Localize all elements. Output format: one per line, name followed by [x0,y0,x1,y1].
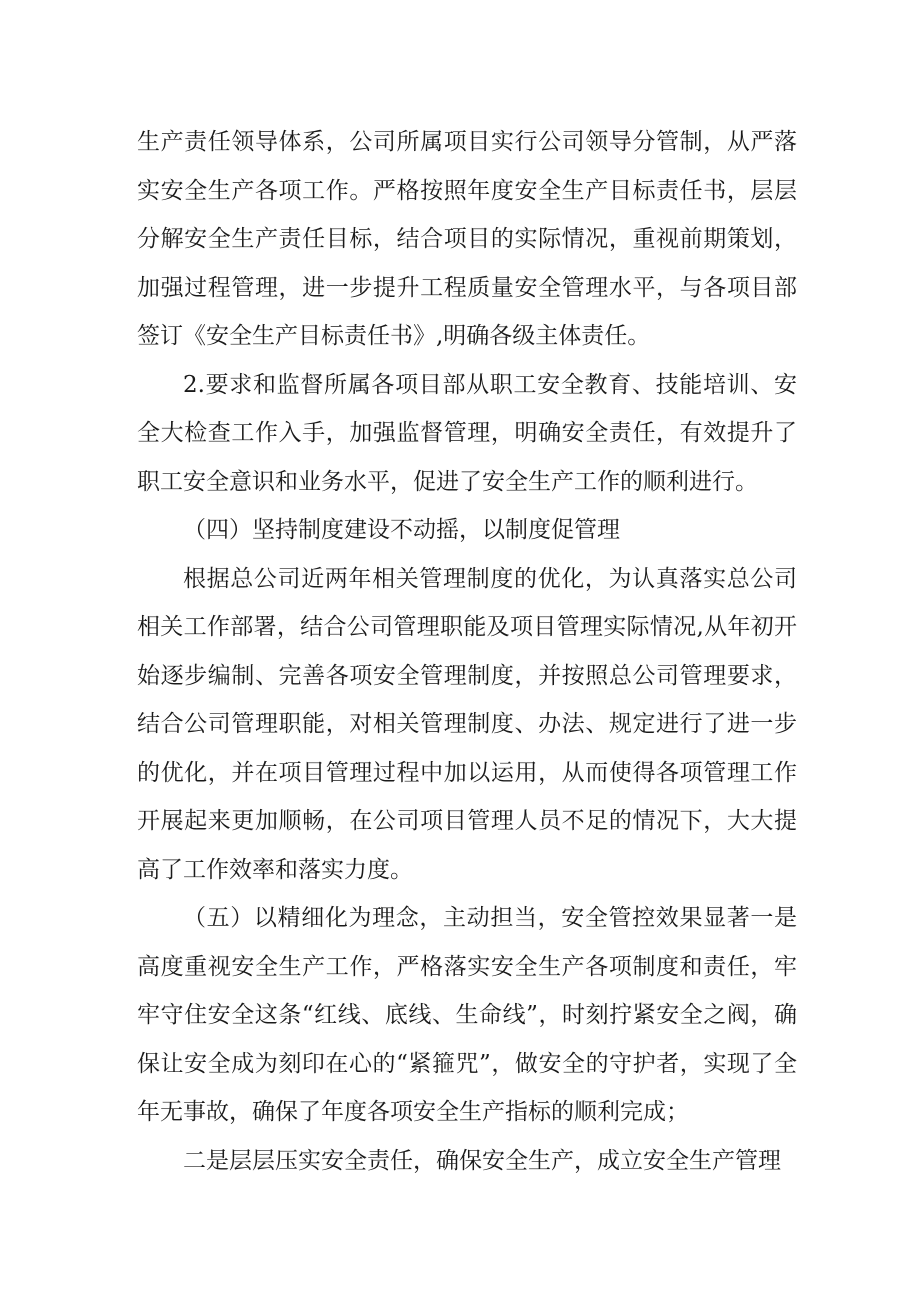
document-body [137,118,797,1185]
section-heading-4: （四）坚持制度建设不动摇，以制度促管理 [183,517,620,543]
section-heading-5-paragraph: （五）以精细化为理念，主动担当，安全管控效果显著一是高度重视安全生产工作，严格落实安全生产各项制度和责任，牢牢守住安全这条“红线、底线、生命线”，时刻拧紧安全之阀，确保让安全成为刻印在心的“紧箍咒”，做安全的守护者，实现了全年无事故，确保了年度各项安全生产指标的顺利完成； [137,905,797,1125]
paragraph-supervision: 2.要求和监督所属各项目部从职工安全教育、技能培训、安全大检查工作入手，加强监督管理，明确安全责任，有效提升了职工安全意识和业务水平，促进了安全生产工作的顺利进行。 [137,371,797,495]
paragraph-responsibility-system: 生产责任领导体系，公司所属项目实行公司领导分管制，从严落实安全生产各项工作。严格按照年度安全生产目标责任书，层层分解安全生产责任目标，结合项目的实际情况，重视前期策划，加强过程管理，进一步提升工程质量安全管理水平，与各项目部签订《安全生产目标责任书》,明确各级主体责任。 [137,129,797,349]
paragraph-system-optimization: 根据总公司近两年相关管理制度的优化，为认真落实总公司相关工作部署，结合公司管理职能及项目管理实际情况,从年初开始逐步编制、完善各项安全管理制度，并按照总公司管理要求，结合公司管理职能，对相关管理制度、办法、规定进行了进一步的优化，并在项目管理过程中加以运用，从而使得各项管理工作开展起来更加顺畅，在公司项目管理人员不足的情况下，大大提高了工作效率和落实力度。 [137,565,797,883]
paragraph-safety-responsibility: 二是层层压实安全责任，确保安全生产，成立安全生产管理 [183,1147,781,1174]
